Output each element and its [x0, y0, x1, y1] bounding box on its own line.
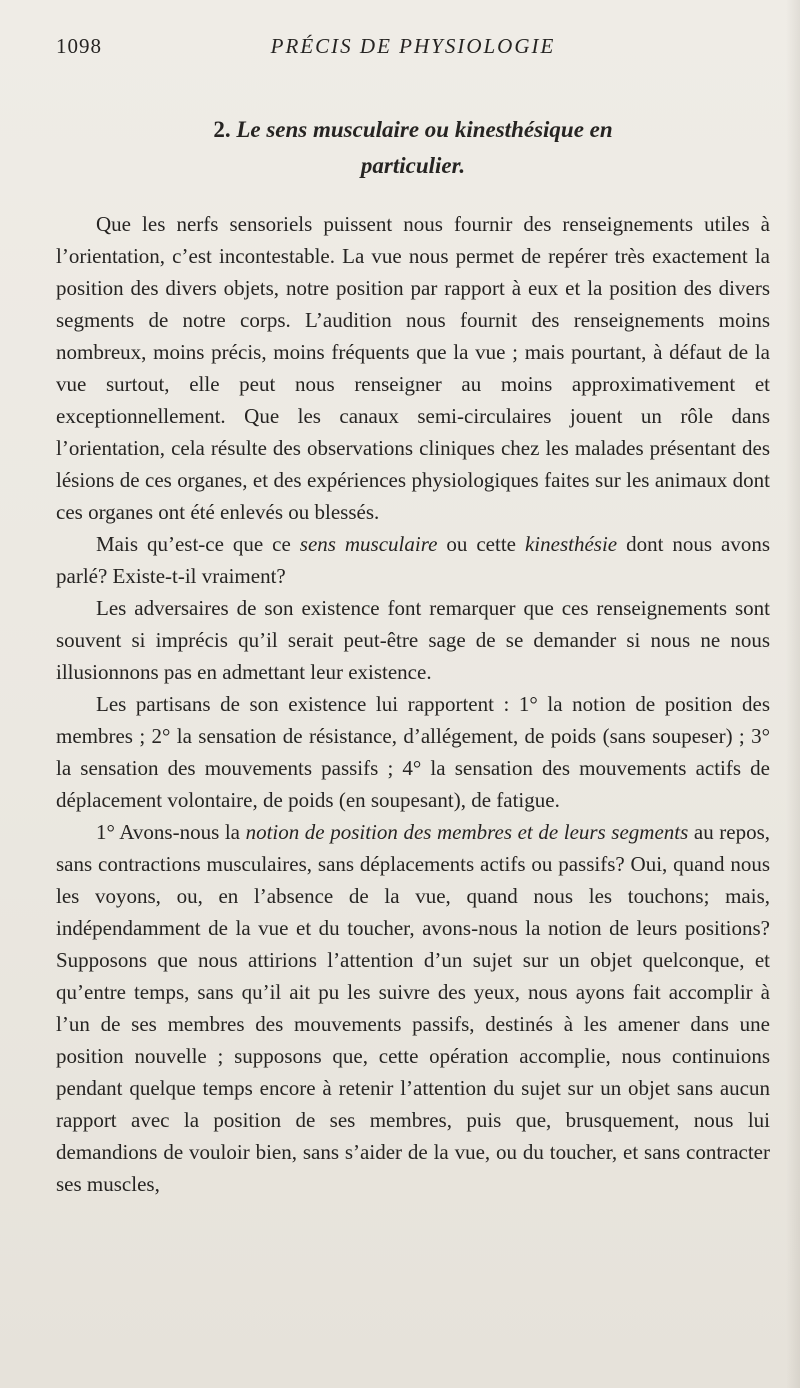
- paragraph-2-text-middle: ou cette: [437, 532, 525, 556]
- paragraph-limb-position-notion: [56, 816, 770, 1200]
- paragraph-partisans: Les partisans de son existence lui rapportent : 1° la notion de position des membres ; 2° la sensation de résistance, d’allégement, de poids (sans soupeser) ; 3° la sensation des mouvements passifs ; 4° la sensation des mouvements actifs de déplacement volontaire, de poids (en soupesant), de fatigue.: [56, 692, 770, 812]
- running-header: [56, 34, 770, 68]
- paragraph-muscle-sense-question: [56, 528, 770, 592]
- paragraph-2-italic-term-2: kinesthésie: [524, 532, 618, 556]
- page-edge-shadow: [786, 0, 800, 1388]
- paragraph-orientation-senses: Que les nerfs sensoriels puissent nous fournir des renseignements utiles à l’orientation, c’est incontestable. La vue nous permet de repérer très exactement la position des divers objets, notre position par rapport à eux et la position des divers segments de notre corps. L’audition nous fournit des renseignements moins nombreux, moins précis, moins fréquents que la vue ; mais pourtant, à défaut de la vue surtout, elle peut nous renseigner au moins approximativement et exceptionnellement. Que les canaux semi-circulaires jouent un rôle dans l’orientation, cela résulte des observations cliniques chez les malades présentant des lésions de ces organes, et des expériences physiologiques faites sur les animaux dont ces organes ont été enlevés ou blessés.: [56, 212, 770, 524]
- section-heading: [56, 112, 770, 184]
- section-title-line-2: particulier.: [360, 153, 466, 178]
- page-number: 1098: [56, 34, 102, 58]
- paragraph-2-text-before: Mais qu’est-ce que ce: [96, 532, 300, 556]
- paragraph-2-italic-term-1: sens musculaire: [299, 532, 438, 556]
- running-title: PRÉCIS DE PHYSIOLOGIE: [270, 34, 556, 58]
- paragraph-2-text-after: dont nous avons parlé? Existe-t-il vraiment?: [56, 532, 770, 588]
- section-title-line-1: Le sens musculaire ou kinesthésique en: [236, 117, 613, 142]
- section-number: 2.: [213, 117, 231, 142]
- paragraph-adversaries: Les adversaires de son existence font remarquer que ces renseignements sont souvent si imprécis qu’il serait peut-être sage de se demander si nous ne nous illusionnons pas en admettant leur existence.: [56, 596, 770, 684]
- paragraph-5-text-before: 1° Avons-nous la: [96, 820, 246, 844]
- paragraph-5-italic-phrase: notion de position des membres et de leurs segments: [245, 820, 689, 844]
- paragraph-5-text-after: au repos, sans contractions musculaires, sans déplacements actifs ou passifs? Oui, quand nous les voyons, ou, en l’absence de la vue, quand nous les touchons; mais, indépendamment de la vue et du toucher, avons-nous la notion de leurs positions? Supposons que nous attirions l’attention d’un sujet sur un objet quelconque, et qu’entre temps, sans qu’il ait pu les suivre des yeux, nous ayons fait accomplir à l’un de ses membres des mouvements passifs, destinés à les amener dans une position nouvelle ; supposons que, cette opération accomplie, nous continuions pendant quelque temps encore à retenir l’attention du sujet sur un objet sans aucun rapport avec la position de ses membres, puis que, brusquement, nous lui demandions de vouloir bien, sans s’aider de la vue, ou du toucher, et sans contracter ses muscles,: [56, 820, 770, 1196]
